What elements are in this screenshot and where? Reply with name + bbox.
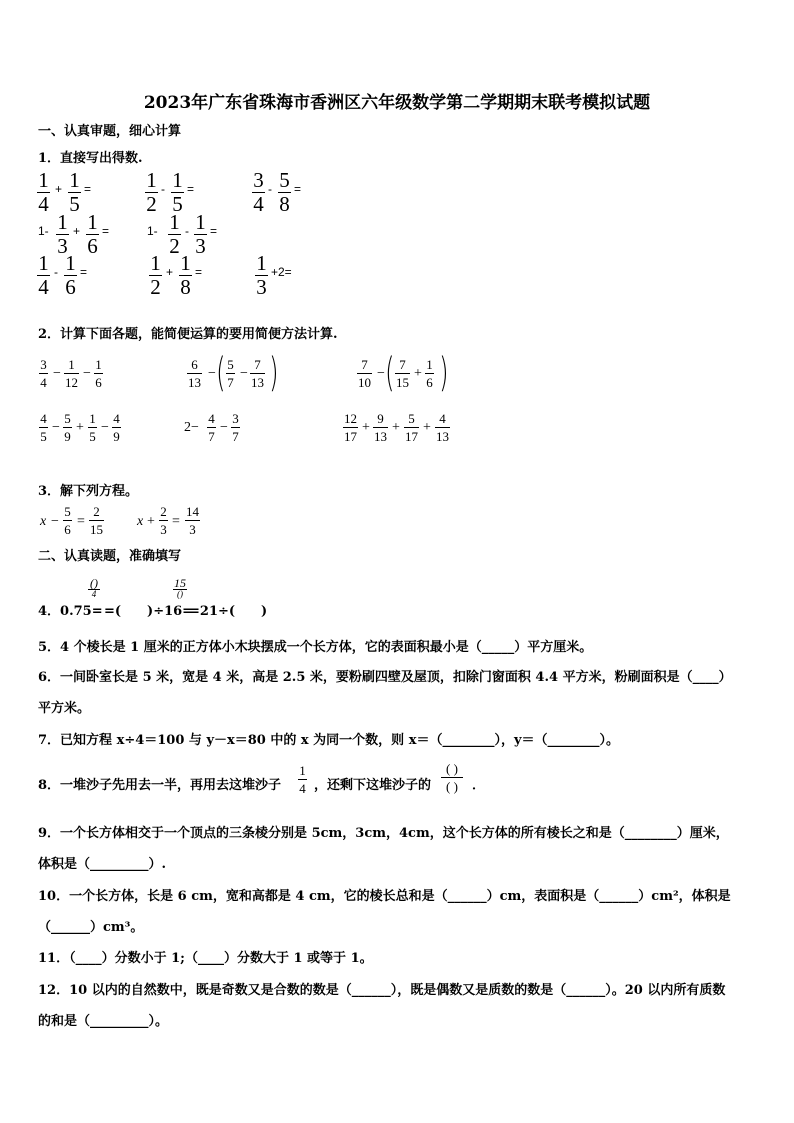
question-12-line-1: 12．10 以内的自然数中，既是奇数又是合数的数是（______），既是偶数又是质数的数是（______）。20 以内所有质数 xyxy=(38,983,726,998)
operator: + xyxy=(76,420,84,435)
operator: − xyxy=(377,366,385,381)
section-2-heading: 二、认真读题，准确填写 xyxy=(38,549,182,564)
fraction: 5 7 xyxy=(227,357,234,390)
fraction: 3 4 xyxy=(253,168,264,216)
operator: - xyxy=(185,224,189,238)
question-1-label: 1．直接写出得数. xyxy=(38,151,143,166)
fraction: 1 12 xyxy=(65,357,78,390)
operator: + xyxy=(147,514,155,529)
fraction: 6 13 xyxy=(188,357,201,390)
question-6-line-1: 6．一间卧室长是 5 米，宽是 4 米，高是 2.5 米，要粉刷四壁及屋顶，扣除门窗面积 4.4 平方米，粉刷面积是（____） xyxy=(38,670,732,685)
q8-suffix: ． xyxy=(472,778,486,793)
fraction: 1 5 xyxy=(172,168,183,216)
fraction: 1 6 xyxy=(87,210,98,258)
fraction: 7 15 xyxy=(396,357,409,390)
operator: + xyxy=(414,366,422,381)
fraction: 1 2 xyxy=(146,168,157,216)
fraction: 3 7 xyxy=(232,411,239,444)
question-3-label: 3．解下列方程。 xyxy=(38,484,139,499)
q4-fraction-2: 15 () xyxy=(174,576,186,599)
variable: x xyxy=(40,514,47,529)
fraction: 1 3 xyxy=(195,210,206,258)
fraction: 9 13 xyxy=(374,411,387,444)
equals-sign: = xyxy=(195,265,203,279)
operator-tail: +2= xyxy=(271,265,292,279)
operator: − xyxy=(220,420,228,435)
q8-fraction: 1 4 xyxy=(299,763,306,796)
question-7: 7．已知方程 x÷4＝100 与 y－x＝80 中的 x 为同一个数，则 x＝（________），y＝（________）。 xyxy=(38,733,620,748)
fraction: 4 13 xyxy=(436,411,449,444)
prefix: 2− xyxy=(184,420,199,435)
equals-sign: = xyxy=(84,182,92,196)
prefix: 1- xyxy=(147,224,158,238)
fraction: 5 8 xyxy=(279,168,290,216)
operator: + xyxy=(362,420,370,435)
page-title: 2023年广东省珠海市香洲区六年级数学第二学期期末联考模拟试题 xyxy=(143,93,651,113)
operator: + xyxy=(166,265,174,279)
operator: − xyxy=(53,366,61,381)
section-1-heading: 一、认真审题，细心计算 xyxy=(38,124,182,139)
operator: − xyxy=(208,366,216,381)
equals-sign: = xyxy=(210,224,218,238)
q4-prefix: 4．0.75= xyxy=(38,604,103,619)
fraction: 3 4 xyxy=(40,357,47,390)
fraction: 1 8 xyxy=(180,251,191,299)
fraction: 1 4 xyxy=(38,168,49,216)
question-12-line-2: 的和是（_________）。 xyxy=(38,1014,169,1029)
q8-prefix: 8．一堆沙子先用去一半，再用去这堆沙子 xyxy=(38,778,282,793)
question-11: 11．（____）分数小于 1;（____）分数大于 1 或等于 1。 xyxy=(38,951,373,966)
fraction: 2 15 xyxy=(90,504,103,537)
question-2-label: 2．计算下面各题，能简便运算的要用简便方法计算. xyxy=(38,327,338,342)
fraction: 5 9 xyxy=(64,411,71,444)
fraction: 1 6 xyxy=(426,357,433,390)
fraction: 1 5 xyxy=(69,168,80,216)
question-5: 5．4 个棱长是 1 厘米的正方体小木块摆成一个长方体，它的表面积最小是（_____）平方厘米。 xyxy=(38,640,593,655)
operator: − xyxy=(52,420,60,435)
operator: + xyxy=(423,420,431,435)
left-paren: ( xyxy=(216,350,226,396)
fraction: 1 2 xyxy=(169,210,180,258)
q8-middle: ，还剩下这堆沙子的 xyxy=(314,778,432,793)
fraction: 1 3 xyxy=(57,210,68,258)
q4-suffix: =21÷( ) xyxy=(189,604,268,619)
fraction: 1 6 xyxy=(95,357,102,390)
equals-sign: = xyxy=(172,514,180,529)
equals-sign: = xyxy=(187,182,195,196)
q8-answer-fraction: ( ) ( ) xyxy=(441,762,463,793)
prefix: 1- xyxy=(38,224,49,238)
fraction: 1 4 xyxy=(38,251,49,299)
question-9-line-1: 9．一个长方体相交于一个顶点的三条棱分别是 5cm，3cm，4cm，这个长方体的所有棱长之和是（________）厘米， xyxy=(38,826,729,841)
fraction: 1 3 xyxy=(256,251,267,299)
q4-fraction-1: () 4 xyxy=(90,576,98,599)
operator: - xyxy=(161,182,165,196)
fraction: 14 3 xyxy=(186,504,199,537)
equals-sign: = xyxy=(77,514,85,529)
question-9-line-2: 体积是（_________）. xyxy=(38,857,167,872)
operator: − xyxy=(83,366,91,381)
operator: - xyxy=(54,265,58,279)
fraction: 1 6 xyxy=(65,251,76,299)
operator: − xyxy=(101,420,109,435)
fraction: 5 17 xyxy=(405,411,418,444)
fraction: 12 17 xyxy=(344,411,357,444)
fraction: 1 5 xyxy=(89,411,96,444)
right-paren: ) xyxy=(269,350,279,396)
fraction: 4 5 xyxy=(40,411,47,444)
fraction: 1 2 xyxy=(150,251,161,299)
fraction: 4 7 xyxy=(208,411,215,444)
operator: − xyxy=(240,366,248,381)
question-10-line-2: （______）cm³。 xyxy=(38,920,144,935)
equals-sign: = xyxy=(294,182,302,196)
operator: + xyxy=(55,182,63,196)
fraction: 4 9 xyxy=(113,411,120,444)
operator: + xyxy=(392,420,400,435)
operator: − xyxy=(51,514,59,529)
fraction: 5 6 xyxy=(64,504,71,537)
fraction: 2 3 xyxy=(160,504,167,537)
fraction: 7 10 xyxy=(358,357,371,390)
q4-middle: =( )÷16= xyxy=(104,604,194,619)
fraction: 7 13 xyxy=(251,357,264,390)
equals-sign: = xyxy=(102,224,110,238)
left-paren: ( xyxy=(385,350,395,396)
question-6-line-2: 平方米。 xyxy=(38,701,91,716)
variable: x xyxy=(137,514,144,529)
operator: - xyxy=(268,182,272,196)
equals-sign: = xyxy=(80,265,88,279)
question-10-line-1: 10．一个长方体，长是 6 cm，宽和高都是 4 cm，它的棱长总和是（______）cm，表面积是（______）cm²，体积是 xyxy=(38,889,731,904)
operator: + xyxy=(73,224,81,238)
right-paren: ) xyxy=(439,350,449,396)
